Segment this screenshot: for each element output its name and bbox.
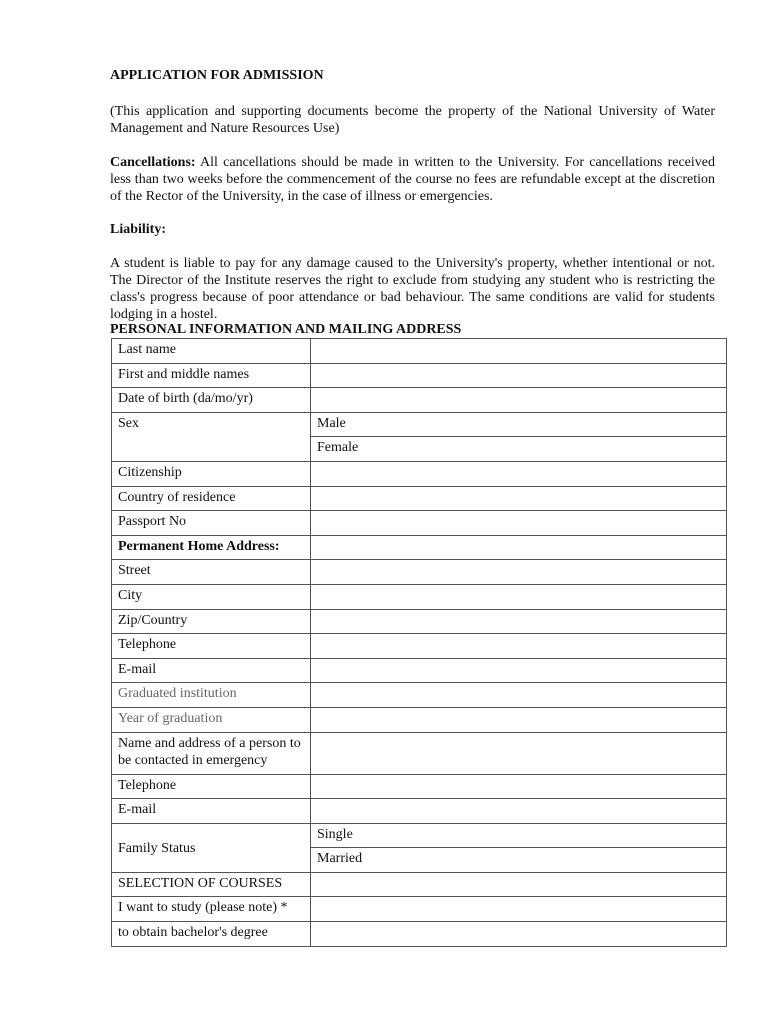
table-row — [112, 535, 727, 560]
zip-country-field[interactable] — [311, 609, 727, 634]
table-row — [112, 683, 727, 708]
year-of-graduation-field[interactable] — [311, 707, 727, 732]
date-of-birth-field[interactable] — [311, 388, 727, 413]
table-row — [112, 707, 727, 732]
email-label: E-mail — [112, 658, 311, 683]
cancellations-paragraph — [110, 154, 715, 205]
first-middle-names-label: First and middle names — [112, 363, 311, 388]
table-row — [112, 872, 727, 897]
selection-of-courses-field[interactable] — [311, 872, 727, 897]
citizenship-label: Citizenship — [112, 461, 311, 486]
table-row — [112, 634, 727, 659]
emergency-telephone-label: Telephone — [112, 774, 311, 799]
document-title: APPLICATION FOR ADMISSION — [110, 68, 324, 83]
first-middle-names-field[interactable] — [311, 363, 727, 388]
table-row — [112, 560, 727, 585]
personal-info-table — [111, 338, 727, 947]
citizenship-field[interactable] — [311, 461, 727, 486]
table-row — [112, 922, 727, 947]
table-row — [112, 486, 727, 511]
country-of-residence-field[interactable] — [311, 486, 727, 511]
emergency-telephone-field[interactable] — [311, 774, 727, 799]
emergency-contact-label: Name and address of a person to be contacted in emergency — [112, 732, 311, 774]
street-field[interactable] — [311, 560, 727, 585]
graduated-institution-field[interactable] — [311, 683, 727, 708]
graduated-institution-label: Graduated institution — [112, 683, 311, 708]
telephone-label: Telephone — [112, 634, 311, 659]
emergency-contact-field[interactable] — [311, 732, 727, 774]
permanent-home-address-label: Permanent Home Address: — [112, 535, 311, 560]
year-of-graduation-label: Year of graduation — [112, 707, 311, 732]
want-to-study-label: I want to study (please note) * — [112, 897, 311, 922]
country-of-residence-label: Country of residence — [112, 486, 311, 511]
sex-label: Sex — [112, 412, 311, 461]
passport-no-field[interactable] — [311, 511, 727, 536]
table-row — [112, 732, 727, 774]
family-single-option[interactable]: Single — [311, 823, 727, 848]
table-row — [112, 461, 727, 486]
passport-no-label: Passport No — [112, 511, 311, 536]
table-row — [112, 609, 727, 634]
cancellations-text: All cancellations should be made in written to the University. For cancellations received less than two weeks before the commencement of the course no fees are refundable except at the discretion of the Rector of the University, in the case of illness or emergencies. — [110, 155, 715, 204]
selection-of-courses-label: SELECTION OF COURSES — [112, 872, 311, 897]
emergency-email-field[interactable] — [311, 799, 727, 824]
family-married-option[interactable]: Married — [311, 848, 727, 873]
bachelors-degree-label: to obtain bachelor's degree — [112, 922, 311, 947]
city-field[interactable] — [311, 584, 727, 609]
email-field[interactable] — [311, 658, 727, 683]
last-name-label: Last name — [112, 339, 311, 364]
last-name-field[interactable] — [311, 339, 727, 364]
telephone-field[interactable] — [311, 634, 727, 659]
table-row — [112, 339, 727, 364]
permanent-home-address-field[interactable] — [311, 535, 727, 560]
table-row — [112, 774, 727, 799]
liability-heading: Liability: — [110, 222, 167, 237]
liability-paragraph: A student is liable to pay for any damage caused to the University's property, whether intentional or not. The Director of the Institute reserves the right to exclude from studying any student who is restricting the class's progress because of poor attendance or bad behaviour. The same conditions are valid for students lodging in a hostel. — [110, 256, 715, 322]
emergency-email-label: E-mail — [112, 799, 311, 824]
street-label: Street — [112, 560, 311, 585]
family-status-label: Family Status — [112, 823, 311, 872]
table-row — [112, 363, 727, 388]
table-row — [112, 584, 727, 609]
zip-country-label: Zip/Country — [112, 609, 311, 634]
table-row — [112, 658, 727, 683]
bachelors-degree-field[interactable] — [311, 922, 727, 947]
want-to-study-field[interactable] — [311, 897, 727, 922]
section-heading: PERSONAL INFORMATION AND MAILING ADDRESS — [110, 322, 462, 337]
table-row — [112, 799, 727, 824]
sex-female-option[interactable]: Female — [311, 437, 727, 462]
sex-male-option[interactable]: Male — [311, 412, 727, 437]
city-label: City — [112, 584, 311, 609]
table-row — [112, 412, 727, 437]
ownership-notice: (This application and supporting documents become the property of the National University of Water Management and Nature Resources Use) — [110, 104, 715, 136]
table-row — [112, 897, 727, 922]
table-row — [112, 511, 727, 536]
table-row — [112, 388, 727, 413]
cancellations-label: Cancellations: — [110, 155, 196, 170]
table-row — [112, 823, 727, 848]
date-of-birth-label: Date of birth (da/mo/yr) — [112, 388, 311, 413]
